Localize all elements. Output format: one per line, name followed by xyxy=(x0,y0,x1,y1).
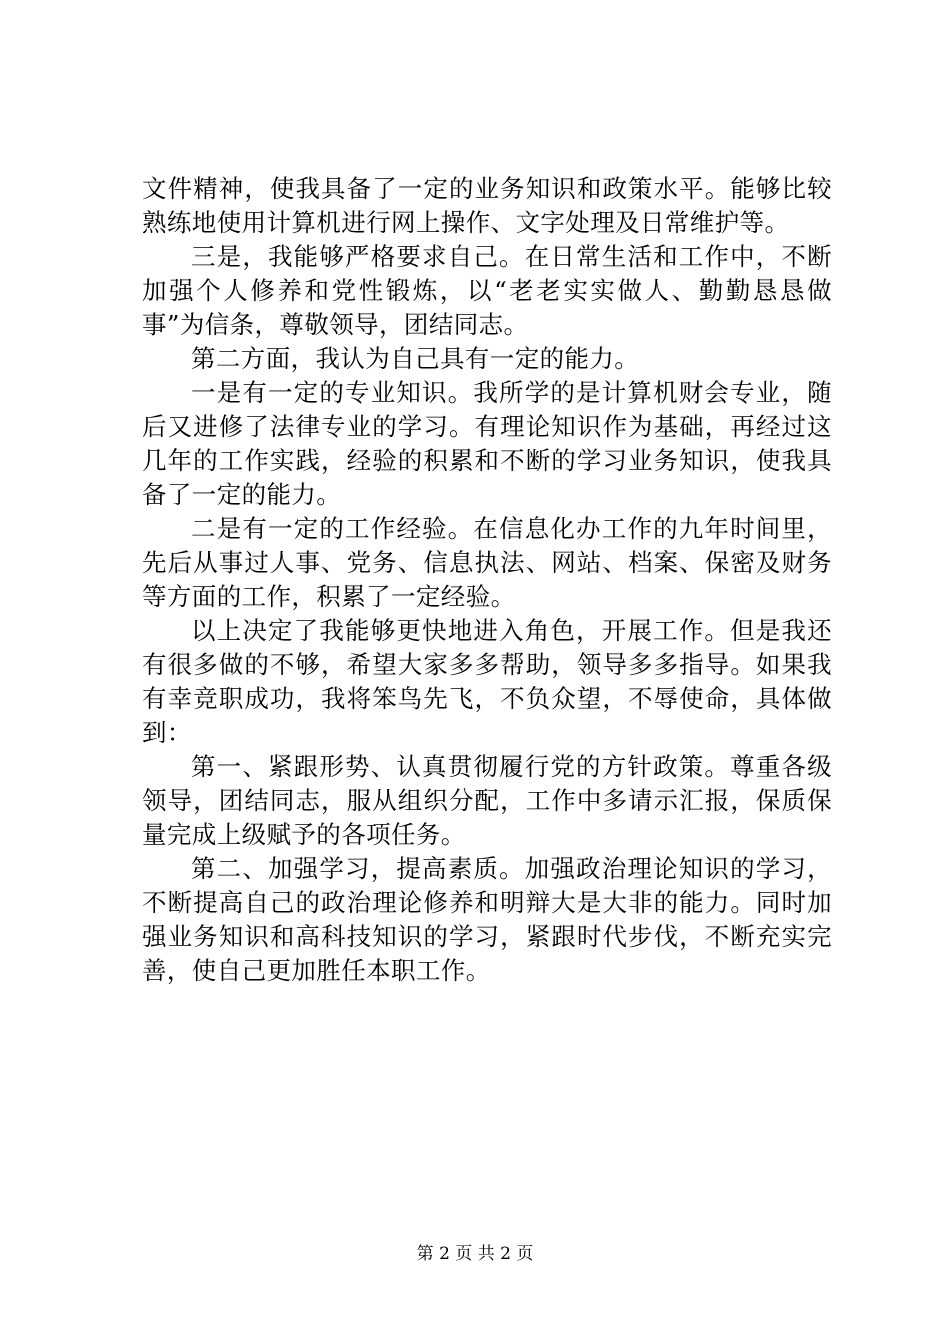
paragraph: 一是有一定的专业知识。我所学的是计算机财会专业，随后又进修了法律专业的学习。有理论知识作为基础，再经过这几年的工作实践，经验的积累和不断的学习业务知识，使我具备了一定的能力。 xyxy=(142,378,832,509)
paragraph: 第二方面，我认为自己具有一定的能力。 xyxy=(191,344,640,373)
page-number-label: 第 2 页 共 2 页 xyxy=(416,1244,534,1264)
paragraph: 第一、紧跟形势、认真贯彻履行党的方针政策。尊重各级领导，团结同志，服从组织分配，工作中多请示汇报，保质保量完成上级赋予的各项任务。 xyxy=(142,752,832,849)
paragraph: 二是有一定的工作经验。在信息化办工作的九年时间里，先后从事过人事、党务、信息执法、网站、档案、保密及财务等方面的工作，积累了一定经验。 xyxy=(142,514,832,611)
paragraph: 以上决定了我能够更快地进入角色，开展工作。但是我还有很多做的不够，希望大家多多帮助，领导多多指导。如果我有幸竞职成功，我将笨鸟先飞，不负众望，不辱使命，具体做到： xyxy=(142,616,832,747)
paragraph: 文件精神，使我具备了一定的业务知识和政策水平。能够比较熟练地使用计算机进行网上操作、文字处理及日常维护等。 xyxy=(142,174,832,237)
paragraph: 第二、加强学习，提高素质。加强政治理论知识的学习，不断提高自己的政治理论修养和明辩大是大非的能力。同时加强业务知识和高科技知识的学习，紧跟时代步伐，不断充实完善，使自己更加胜任本职工作。 xyxy=(142,854,832,985)
paragraph: 三是，我能够严格要求自己。在日常生活和工作中，不断加强个人修养和党性锻炼，以“老老实实做人、勤勤恳恳做事”为信条，尊敬领导，团结同志。 xyxy=(142,242,832,339)
page-footer xyxy=(0,1243,950,1265)
document-body xyxy=(142,172,832,988)
